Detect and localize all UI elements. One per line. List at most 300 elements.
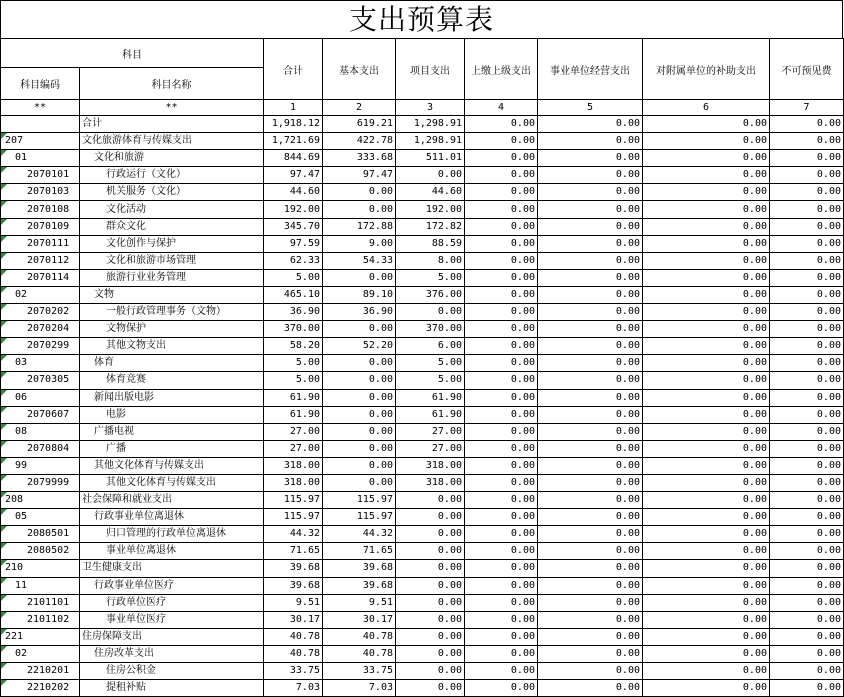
business-value-cell[interactable]: 0.00 xyxy=(538,355,643,372)
reserve-value-cell[interactable]: 0.00 xyxy=(770,150,844,167)
total-value-cell[interactable]: 5.00 xyxy=(264,355,323,372)
subsidy-value-cell[interactable]: 0.00 xyxy=(643,457,770,474)
basic-value-cell[interactable]: 619.21 xyxy=(323,116,396,133)
project-value-cell[interactable]: 318.00 xyxy=(396,474,465,491)
subsidy-value-cell[interactable]: 0.00 xyxy=(643,474,770,491)
project-value-cell[interactable]: 61.90 xyxy=(396,389,465,406)
reserve-value-cell[interactable]: 0.00 xyxy=(770,133,844,150)
subsidy-value-cell[interactable]: 0.00 xyxy=(643,423,770,440)
project-value-cell[interactable]: 27.00 xyxy=(396,440,465,457)
subsidy-value-cell[interactable]: 0.00 xyxy=(643,543,770,560)
basic-value-cell[interactable]: 39.68 xyxy=(323,560,396,577)
total-value-cell[interactable]: 36.90 xyxy=(264,304,323,321)
basic-value-cell[interactable]: 89.10 xyxy=(323,286,396,303)
project-value-cell[interactable]: 0.00 xyxy=(396,543,465,560)
total-value-cell[interactable]: 71.65 xyxy=(264,543,323,560)
upper-value-cell[interactable]: 0.00 xyxy=(465,645,538,662)
business-value-cell[interactable]: 0.00 xyxy=(538,201,643,218)
total-value-cell[interactable]: 5.00 xyxy=(264,269,323,286)
project-value-cell[interactable]: 376.00 xyxy=(396,286,465,303)
basic-value-cell[interactable]: 333.68 xyxy=(323,150,396,167)
subject-code-cell[interactable]: 2070204 xyxy=(1,321,80,338)
project-value-cell[interactable]: 0.00 xyxy=(396,526,465,543)
subsidy-value-cell[interactable]: 0.00 xyxy=(643,680,770,697)
subject-code-cell[interactable]: 2101102 xyxy=(1,611,80,628)
reserve-value-cell[interactable]: 0.00 xyxy=(770,372,844,389)
basic-value-cell[interactable]: 0.00 xyxy=(323,423,396,440)
project-value-cell[interactable]: 5.00 xyxy=(396,372,465,389)
subsidy-value-cell[interactable]: 0.00 xyxy=(643,133,770,150)
upper-value-cell[interactable]: 0.00 xyxy=(465,543,538,560)
reserve-value-cell[interactable]: 0.00 xyxy=(770,389,844,406)
subsidy-value-cell[interactable]: 0.00 xyxy=(643,509,770,526)
subject-name-cell[interactable]: 文物 xyxy=(80,286,264,303)
total-value-cell[interactable]: 44.60 xyxy=(264,184,323,201)
upper-value-cell[interactable]: 0.00 xyxy=(465,235,538,252)
business-value-cell[interactable]: 0.00 xyxy=(538,423,643,440)
reserve-value-cell[interactable]: 0.00 xyxy=(770,663,844,680)
subsidy-value-cell[interactable]: 0.00 xyxy=(643,235,770,252)
project-value-cell[interactable]: 0.00 xyxy=(396,663,465,680)
subject-code-cell[interactable]: 2210202 xyxy=(1,680,80,697)
subject-code-cell[interactable] xyxy=(1,116,80,133)
total-value-cell[interactable]: 40.78 xyxy=(264,628,323,645)
reserve-value-cell[interactable]: 0.00 xyxy=(770,406,844,423)
total-value-cell[interactable]: 318.00 xyxy=(264,457,323,474)
upper-value-cell[interactable]: 0.00 xyxy=(465,663,538,680)
total-value-cell[interactable]: 61.90 xyxy=(264,389,323,406)
subsidy-value-cell[interactable]: 0.00 xyxy=(643,338,770,355)
subject-code-cell[interactable]: 2070299 xyxy=(1,338,80,355)
business-value-cell[interactable]: 0.00 xyxy=(538,218,643,235)
subject-code-cell[interactable]: 2070804 xyxy=(1,440,80,457)
business-value-cell[interactable]: 0.00 xyxy=(538,560,643,577)
business-value-cell[interactable]: 0.00 xyxy=(538,457,643,474)
subject-code-cell[interactable]: 01 xyxy=(1,150,80,167)
business-value-cell[interactable]: 0.00 xyxy=(538,611,643,628)
subsidy-value-cell[interactable]: 0.00 xyxy=(643,560,770,577)
subject-name-cell[interactable]: 广播 xyxy=(80,440,264,457)
project-value-cell[interactable]: 5.00 xyxy=(396,269,465,286)
basic-value-cell[interactable]: 9.00 xyxy=(323,235,396,252)
upper-value-cell[interactable]: 0.00 xyxy=(465,526,538,543)
subject-name-cell[interactable]: 广播电视 xyxy=(80,423,264,440)
total-value-cell[interactable]: 318.00 xyxy=(264,474,323,491)
upper-value-cell[interactable]: 0.00 xyxy=(465,680,538,697)
business-value-cell[interactable]: 0.00 xyxy=(538,577,643,594)
project-value-cell[interactable]: 0.00 xyxy=(396,492,465,509)
subject-code-cell[interactable]: 221 xyxy=(1,628,80,645)
subject-name-cell[interactable]: 机关服务（文化） xyxy=(80,184,264,201)
basic-value-cell[interactable]: 71.65 xyxy=(323,543,396,560)
subject-code-cell[interactable]: 2070103 xyxy=(1,184,80,201)
reserve-value-cell[interactable]: 0.00 xyxy=(770,509,844,526)
subject-name-cell[interactable]: 群众文化 xyxy=(80,218,264,235)
upper-value-cell[interactable]: 0.00 xyxy=(465,304,538,321)
upper-value-cell[interactable]: 0.00 xyxy=(465,492,538,509)
reserve-value-cell[interactable]: 0.00 xyxy=(770,269,844,286)
project-value-cell[interactable]: 5.00 xyxy=(396,355,465,372)
project-value-cell[interactable]: 370.00 xyxy=(396,321,465,338)
subsidy-value-cell[interactable]: 0.00 xyxy=(643,526,770,543)
business-value-cell[interactable]: 0.00 xyxy=(538,543,643,560)
total-value-cell[interactable]: 44.32 xyxy=(264,526,323,543)
subject-code-cell[interactable]: 2070108 xyxy=(1,201,80,218)
subsidy-value-cell[interactable]: 0.00 xyxy=(643,355,770,372)
project-value-cell[interactable]: 0.00 xyxy=(396,304,465,321)
basic-value-cell[interactable]: 0.00 xyxy=(323,269,396,286)
upper-value-cell[interactable]: 0.00 xyxy=(465,457,538,474)
total-value-cell[interactable]: 9.51 xyxy=(264,594,323,611)
subject-name-cell[interactable]: 电影 xyxy=(80,406,264,423)
subject-name-cell[interactable]: 其他文化体育与传媒支出 xyxy=(80,457,264,474)
basic-value-cell[interactable]: 36.90 xyxy=(323,304,396,321)
subject-code-cell[interactable]: 2070305 xyxy=(1,372,80,389)
upper-value-cell[interactable]: 0.00 xyxy=(465,594,538,611)
reserve-value-cell[interactable]: 0.00 xyxy=(770,201,844,218)
subsidy-value-cell[interactable]: 0.00 xyxy=(643,286,770,303)
total-value-cell[interactable]: 1,918.12 xyxy=(264,116,323,133)
total-value-cell[interactable]: 192.00 xyxy=(264,201,323,218)
reserve-value-cell[interactable]: 0.00 xyxy=(770,235,844,252)
total-value-cell[interactable]: 97.47 xyxy=(264,167,323,184)
subject-code-cell[interactable]: 06 xyxy=(1,389,80,406)
subject-code-cell[interactable]: 2070202 xyxy=(1,304,80,321)
total-value-cell[interactable]: 27.00 xyxy=(264,423,323,440)
basic-value-cell[interactable]: 97.47 xyxy=(323,167,396,184)
upper-value-cell[interactable]: 0.00 xyxy=(465,355,538,372)
subsidy-value-cell[interactable]: 0.00 xyxy=(643,389,770,406)
upper-value-cell[interactable]: 0.00 xyxy=(465,116,538,133)
total-value-cell[interactable]: 1,721.69 xyxy=(264,133,323,150)
upper-value-cell[interactable]: 0.00 xyxy=(465,389,538,406)
project-value-cell[interactable]: 0.00 xyxy=(396,509,465,526)
upper-value-cell[interactable]: 0.00 xyxy=(465,577,538,594)
business-value-cell[interactable]: 0.00 xyxy=(538,526,643,543)
total-value-cell[interactable]: 30.17 xyxy=(264,611,323,628)
project-value-cell[interactable]: 6.00 xyxy=(396,338,465,355)
reserve-value-cell[interactable]: 0.00 xyxy=(770,184,844,201)
upper-value-cell[interactable]: 0.00 xyxy=(465,372,538,389)
upper-value-cell[interactable]: 0.00 xyxy=(465,611,538,628)
total-value-cell[interactable]: 39.68 xyxy=(264,560,323,577)
upper-value-cell[interactable]: 0.00 xyxy=(465,509,538,526)
total-value-cell[interactable]: 39.68 xyxy=(264,577,323,594)
reserve-value-cell[interactable]: 0.00 xyxy=(770,304,844,321)
subsidy-value-cell[interactable]: 0.00 xyxy=(643,663,770,680)
basic-value-cell[interactable]: 52.20 xyxy=(323,338,396,355)
reserve-value-cell[interactable]: 0.00 xyxy=(770,167,844,184)
total-value-cell[interactable]: 27.00 xyxy=(264,440,323,457)
reserve-value-cell[interactable]: 0.00 xyxy=(770,680,844,697)
subsidy-value-cell[interactable]: 0.00 xyxy=(643,492,770,509)
subsidy-value-cell[interactable]: 0.00 xyxy=(643,594,770,611)
reserve-value-cell[interactable]: 0.00 xyxy=(770,474,844,491)
total-value-cell[interactable]: 345.70 xyxy=(264,218,323,235)
project-value-cell[interactable]: 0.00 xyxy=(396,560,465,577)
subject-name-cell[interactable]: 新闻出版电影 xyxy=(80,389,264,406)
upper-value-cell[interactable]: 0.00 xyxy=(465,150,538,167)
total-value-cell[interactable]: 115.97 xyxy=(264,492,323,509)
total-value-cell[interactable]: 61.90 xyxy=(264,406,323,423)
reserve-value-cell[interactable]: 0.00 xyxy=(770,440,844,457)
total-value-cell[interactable]: 370.00 xyxy=(264,321,323,338)
subject-name-cell[interactable]: 行政事业单位离退休 xyxy=(80,509,264,526)
subject-name-cell[interactable]: 文化活动 xyxy=(80,201,264,218)
subject-name-cell[interactable]: 体育 xyxy=(80,355,264,372)
basic-value-cell[interactable]: 44.32 xyxy=(323,526,396,543)
basic-value-cell[interactable]: 0.00 xyxy=(323,457,396,474)
total-value-cell[interactable]: 844.69 xyxy=(264,150,323,167)
basic-value-cell[interactable]: 9.51 xyxy=(323,594,396,611)
total-value-cell[interactable]: 58.20 xyxy=(264,338,323,355)
basic-value-cell[interactable]: 39.68 xyxy=(323,577,396,594)
subject-name-cell[interactable]: 文物保护 xyxy=(80,321,264,338)
project-value-cell[interactable]: 192.00 xyxy=(396,201,465,218)
basic-value-cell[interactable]: 0.00 xyxy=(323,440,396,457)
subject-code-cell[interactable]: 02 xyxy=(1,286,80,303)
subject-name-cell[interactable]: 其他文物支出 xyxy=(80,338,264,355)
business-value-cell[interactable]: 0.00 xyxy=(538,167,643,184)
basic-value-cell[interactable]: 33.75 xyxy=(323,663,396,680)
subsidy-value-cell[interactable]: 0.00 xyxy=(643,304,770,321)
basic-value-cell[interactable]: 0.00 xyxy=(323,355,396,372)
subject-code-cell[interactable]: 208 xyxy=(1,492,80,509)
basic-value-cell[interactable]: 422.78 xyxy=(323,133,396,150)
subject-code-cell[interactable]: 2080502 xyxy=(1,543,80,560)
subsidy-value-cell[interactable]: 0.00 xyxy=(643,269,770,286)
subject-name-cell[interactable]: 文化旅游体育与传媒支出 xyxy=(80,133,264,150)
total-value-cell[interactable]: 40.78 xyxy=(264,645,323,662)
subsidy-value-cell[interactable]: 0.00 xyxy=(643,201,770,218)
subject-code-cell[interactable]: 2080501 xyxy=(1,526,80,543)
business-value-cell[interactable]: 0.00 xyxy=(538,321,643,338)
project-value-cell[interactable]: 172.82 xyxy=(396,218,465,235)
subject-code-cell[interactable]: 2101101 xyxy=(1,594,80,611)
basic-value-cell[interactable]: 7.03 xyxy=(323,680,396,697)
subsidy-value-cell[interactable]: 0.00 xyxy=(643,218,770,235)
subject-code-cell[interactable]: 2070114 xyxy=(1,269,80,286)
subject-name-cell[interactable]: 住房公积金 xyxy=(80,663,264,680)
subsidy-value-cell[interactable]: 0.00 xyxy=(643,611,770,628)
business-value-cell[interactable]: 0.00 xyxy=(538,372,643,389)
reserve-value-cell[interactable]: 0.00 xyxy=(770,355,844,372)
subject-name-cell[interactable]: 行政运行（文化） xyxy=(80,167,264,184)
subject-name-cell[interactable]: 体育竞赛 xyxy=(80,372,264,389)
project-value-cell[interactable]: 0.00 xyxy=(396,645,465,662)
project-value-cell[interactable]: 1,298.91 xyxy=(396,133,465,150)
reserve-value-cell[interactable]: 0.00 xyxy=(770,594,844,611)
business-value-cell[interactable]: 0.00 xyxy=(538,594,643,611)
project-value-cell[interactable]: 27.00 xyxy=(396,423,465,440)
upper-value-cell[interactable]: 0.00 xyxy=(465,628,538,645)
subsidy-value-cell[interactable]: 0.00 xyxy=(643,321,770,338)
basic-value-cell[interactable]: 0.00 xyxy=(323,201,396,218)
subject-code-cell[interactable]: 2070111 xyxy=(1,235,80,252)
reserve-value-cell[interactable]: 0.00 xyxy=(770,457,844,474)
business-value-cell[interactable]: 0.00 xyxy=(538,252,643,269)
subject-name-cell[interactable]: 其他文化体育与传媒支出 xyxy=(80,474,264,491)
basic-value-cell[interactable]: 115.97 xyxy=(323,509,396,526)
subsidy-value-cell[interactable]: 0.00 xyxy=(643,167,770,184)
business-value-cell[interactable]: 0.00 xyxy=(538,628,643,645)
total-value-cell[interactable]: 62.33 xyxy=(264,252,323,269)
total-value-cell[interactable]: 7.03 xyxy=(264,680,323,697)
business-value-cell[interactable]: 0.00 xyxy=(538,184,643,201)
subject-code-cell[interactable]: 207 xyxy=(1,133,80,150)
reserve-value-cell[interactable]: 0.00 xyxy=(770,492,844,509)
upper-value-cell[interactable]: 0.00 xyxy=(465,133,538,150)
reserve-value-cell[interactable]: 0.00 xyxy=(770,526,844,543)
subsidy-value-cell[interactable]: 0.00 xyxy=(643,645,770,662)
reserve-value-cell[interactable]: 0.00 xyxy=(770,252,844,269)
subject-code-cell[interactable]: 05 xyxy=(1,509,80,526)
upper-value-cell[interactable]: 0.00 xyxy=(465,252,538,269)
project-value-cell[interactable]: 0.00 xyxy=(396,167,465,184)
upper-value-cell[interactable]: 0.00 xyxy=(465,406,538,423)
subsidy-value-cell[interactable]: 0.00 xyxy=(643,628,770,645)
basic-value-cell[interactable]: 0.00 xyxy=(323,406,396,423)
upper-value-cell[interactable]: 0.00 xyxy=(465,286,538,303)
business-value-cell[interactable]: 0.00 xyxy=(538,492,643,509)
subject-code-cell[interactable]: 2070109 xyxy=(1,218,80,235)
upper-value-cell[interactable]: 0.00 xyxy=(465,218,538,235)
reserve-value-cell[interactable]: 0.00 xyxy=(770,423,844,440)
project-value-cell[interactable]: 511.01 xyxy=(396,150,465,167)
reserve-value-cell[interactable]: 0.00 xyxy=(770,116,844,133)
business-value-cell[interactable]: 0.00 xyxy=(538,406,643,423)
upper-value-cell[interactable]: 0.00 xyxy=(465,338,538,355)
project-value-cell[interactable]: 1,298.91 xyxy=(396,116,465,133)
reserve-value-cell[interactable]: 0.00 xyxy=(770,321,844,338)
total-value-cell[interactable]: 97.59 xyxy=(264,235,323,252)
subject-name-cell[interactable]: 行政事业单位医疗 xyxy=(80,577,264,594)
upper-value-cell[interactable]: 0.00 xyxy=(465,167,538,184)
upper-value-cell[interactable]: 0.00 xyxy=(465,423,538,440)
subsidy-value-cell[interactable]: 0.00 xyxy=(643,150,770,167)
subject-name-cell[interactable]: 文化创作与保护 xyxy=(80,235,264,252)
subject-code-cell[interactable]: 08 xyxy=(1,423,80,440)
subject-name-cell[interactable]: 文化和旅游 xyxy=(80,150,264,167)
subsidy-value-cell[interactable]: 0.00 xyxy=(643,372,770,389)
subject-code-cell[interactable]: 2070607 xyxy=(1,406,80,423)
project-value-cell[interactable]: 88.59 xyxy=(396,235,465,252)
reserve-value-cell[interactable]: 0.00 xyxy=(770,338,844,355)
project-value-cell[interactable]: 0.00 xyxy=(396,611,465,628)
project-value-cell[interactable]: 0.00 xyxy=(396,594,465,611)
business-value-cell[interactable]: 0.00 xyxy=(538,389,643,406)
subject-name-cell[interactable]: 事业单位离退休 xyxy=(80,543,264,560)
total-value-cell[interactable]: 465.10 xyxy=(264,286,323,303)
reserve-value-cell[interactable]: 0.00 xyxy=(770,543,844,560)
subject-name-cell[interactable]: 社会保障和就业支出 xyxy=(80,492,264,509)
business-value-cell[interactable]: 0.00 xyxy=(538,286,643,303)
subject-code-cell[interactable]: 11 xyxy=(1,577,80,594)
total-value-cell[interactable]: 33.75 xyxy=(264,663,323,680)
project-value-cell[interactable]: 44.60 xyxy=(396,184,465,201)
project-value-cell[interactable]: 318.00 xyxy=(396,457,465,474)
subject-name-cell[interactable]: 旅游行业业务管理 xyxy=(80,269,264,286)
business-value-cell[interactable]: 0.00 xyxy=(538,269,643,286)
subject-code-cell[interactable]: 02 xyxy=(1,645,80,662)
business-value-cell[interactable]: 0.00 xyxy=(538,509,643,526)
basic-value-cell[interactable]: 40.78 xyxy=(323,628,396,645)
subsidy-value-cell[interactable]: 0.00 xyxy=(643,406,770,423)
business-value-cell[interactable]: 0.00 xyxy=(538,304,643,321)
subject-name-cell[interactable]: 合计 xyxy=(80,116,264,133)
upper-value-cell[interactable]: 0.00 xyxy=(465,184,538,201)
upper-value-cell[interactable]: 0.00 xyxy=(465,201,538,218)
basic-value-cell[interactable]: 0.00 xyxy=(323,321,396,338)
business-value-cell[interactable]: 0.00 xyxy=(538,645,643,662)
subject-code-cell[interactable]: 2070112 xyxy=(1,252,80,269)
upper-value-cell[interactable]: 0.00 xyxy=(465,269,538,286)
subsidy-value-cell[interactable]: 0.00 xyxy=(643,116,770,133)
reserve-value-cell[interactable]: 0.00 xyxy=(770,560,844,577)
project-value-cell[interactable]: 0.00 xyxy=(396,577,465,594)
basic-value-cell[interactable]: 0.00 xyxy=(323,184,396,201)
business-value-cell[interactable]: 0.00 xyxy=(538,133,643,150)
subject-name-cell[interactable]: 归口管理的行政单位离退休 xyxy=(80,526,264,543)
subject-code-cell[interactable]: 2070101 xyxy=(1,167,80,184)
reserve-value-cell[interactable]: 0.00 xyxy=(770,645,844,662)
total-value-cell[interactable]: 115.97 xyxy=(264,509,323,526)
subject-name-cell[interactable]: 行政单位医疗 xyxy=(80,594,264,611)
reserve-value-cell[interactable]: 0.00 xyxy=(770,286,844,303)
basic-value-cell[interactable]: 0.00 xyxy=(323,474,396,491)
basic-value-cell[interactable]: 172.88 xyxy=(323,218,396,235)
subject-name-cell[interactable]: 住房保障支出 xyxy=(80,628,264,645)
business-value-cell[interactable]: 0.00 xyxy=(538,150,643,167)
subsidy-value-cell[interactable]: 0.00 xyxy=(643,440,770,457)
basic-value-cell[interactable]: 30.17 xyxy=(323,611,396,628)
project-value-cell[interactable]: 8.00 xyxy=(396,252,465,269)
subsidy-value-cell[interactable]: 0.00 xyxy=(643,184,770,201)
basic-value-cell[interactable]: 54.33 xyxy=(323,252,396,269)
business-value-cell[interactable]: 0.00 xyxy=(538,440,643,457)
subject-name-cell[interactable]: 卫生健康支出 xyxy=(80,560,264,577)
basic-value-cell[interactable]: 0.00 xyxy=(323,389,396,406)
business-value-cell[interactable]: 0.00 xyxy=(538,338,643,355)
total-value-cell[interactable]: 5.00 xyxy=(264,372,323,389)
subject-name-cell[interactable]: 提租补贴 xyxy=(80,680,264,697)
business-value-cell[interactable]: 0.00 xyxy=(538,116,643,133)
subject-code-cell[interactable]: 2210201 xyxy=(1,663,80,680)
business-value-cell[interactable]: 0.00 xyxy=(538,663,643,680)
subject-code-cell[interactable]: 99 xyxy=(1,457,80,474)
subject-name-cell[interactable]: 一般行政管理事务（文物） xyxy=(80,304,264,321)
reserve-value-cell[interactable]: 0.00 xyxy=(770,218,844,235)
business-value-cell[interactable]: 0.00 xyxy=(538,680,643,697)
upper-value-cell[interactable]: 0.00 xyxy=(465,560,538,577)
reserve-value-cell[interactable]: 0.00 xyxy=(770,628,844,645)
project-value-cell[interactable]: 0.00 xyxy=(396,680,465,697)
subject-code-cell[interactable]: 03 xyxy=(1,355,80,372)
business-value-cell[interactable]: 0.00 xyxy=(538,235,643,252)
project-value-cell[interactable]: 0.00 xyxy=(396,628,465,645)
subject-name-cell[interactable]: 事业单位医疗 xyxy=(80,611,264,628)
basic-value-cell[interactable]: 0.00 xyxy=(323,372,396,389)
subsidy-value-cell[interactable]: 0.00 xyxy=(643,252,770,269)
upper-value-cell[interactable]: 0.00 xyxy=(465,440,538,457)
subject-code-cell[interactable]: 2079999 xyxy=(1,474,80,491)
subject-name-cell[interactable]: 文化和旅游市场管理 xyxy=(80,252,264,269)
reserve-value-cell[interactable]: 0.00 xyxy=(770,611,844,628)
basic-value-cell[interactable]: 115.97 xyxy=(323,492,396,509)
business-value-cell[interactable]: 0.00 xyxy=(538,474,643,491)
subject-name-cell[interactable]: 住房改革支出 xyxy=(80,645,264,662)
upper-value-cell[interactable]: 0.00 xyxy=(465,474,538,491)
